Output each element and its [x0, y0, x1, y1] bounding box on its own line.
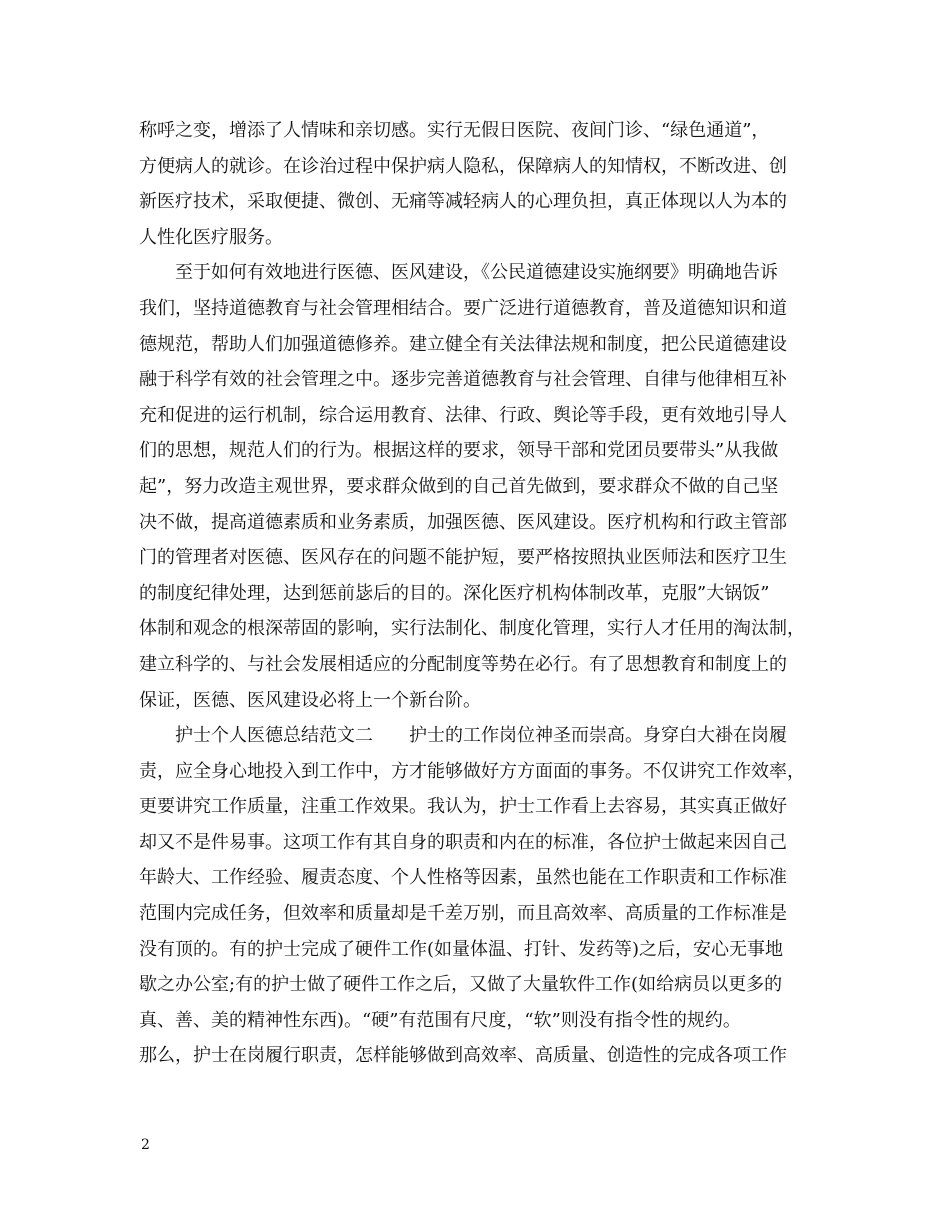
text-line: 护士个人医德总结范文二 护士的工作岗位神圣而崇高。身穿白大褂在岗履 [175, 725, 787, 747]
text-line: 新医疗技术，采取便捷、微创、无痛等减轻病人的心理负担，真正体现以人为本的 [139, 191, 787, 213]
text-line: 年龄大、工作经验、履责态度、个人性格等因素，虽然也能在工作职责和工作标准 [139, 867, 787, 889]
text-line: 建立科学的、与社会发展相适应的分配制度等势在必行。有了思想教育和制度上的 [139, 653, 787, 675]
document-body [139, 113, 811, 1074]
text-line: 决不做，提高道德素质和业务素质，加强医德、医风建设。医疗机构和行政主管部 [139, 511, 787, 533]
text-line: 责，应全身心地投入到工作中，方才能够做好方方面面的事务。不仅讲究工作效率， [139, 760, 805, 782]
text-line: 充和促进的运行机制，综合运用教育、法律、行政、舆论等手段，更有效地引导人 [139, 404, 787, 426]
text-line: 的制度纪律处理，达到惩前毖后的目的。深化医疗机构体制改革，克服”大锅饭” [139, 582, 770, 604]
text-line: 真、善、美的精神性东西)。“硬”有范围有尺度，“软”则没有指令性的规约。 [139, 1009, 741, 1031]
text-line: 德规范，帮助人们加强道德修养。建立健全有关法律法规和制度，把公民道德建设 [139, 333, 787, 355]
text-line: 范围内完成任务，但效率和质量却是千差万别，而且高效率、高质量的工作标准是 [139, 903, 787, 925]
text-line: 融于科学有效的社会管理之中。逐步完善道德教育与社会管理、自律与他律相互补 [139, 369, 787, 391]
text-line: 们的思想，规范人们的行为。根据这样的要求，领导干部和党团员要带头”从我做 [139, 440, 779, 462]
text-line: 至于如何有效地进行医德、医风建设，《公民道德建设实施纲要》明确地告诉 [175, 262, 778, 284]
text-line: 方便病人的就诊。在诊治过程中保护病人隐私，保障病人的知情权，不断改进、创 [139, 155, 787, 177]
text-line: 体制和观念的根深蒂固的影响，实行法制化、制度化管理，实行人才任用的淘汰制， [139, 618, 805, 640]
text-line: 却又不是件易事。这项工作有其自身的职责和内在的标准，各位护士做起来因自己 [139, 831, 787, 853]
text-line: 起”，努力改造主观世界，要求群众做到的自己首先做到，要求群众不做的自己坚 [139, 475, 779, 497]
text-line: 人性化医疗服务。 [139, 226, 283, 248]
text-line: 门的管理者对医德、医风存在的问题不能护短，要严格按照执业医师法和医疗卫生 [139, 547, 787, 569]
page-number: 2 [141, 1137, 150, 1153]
text-line: 歇之办公室;有的护士做了硬件工作之后，又做了大量软件工作(如给病员以更多的 [139, 974, 783, 996]
text-line: 我们，坚持道德教育与社会管理相结合。要广泛进行道德教育，普及道德知识和道 [139, 297, 787, 319]
text-line: 更要讲究工作质量，注重工作效果。我认为，护士工作看上去容易，其实真正做好 [139, 796, 787, 818]
text-line: 保证，医德、医风建设必将上一个新台阶。 [139, 689, 481, 711]
text-line: 那么，护士在岗履行职责，怎样能够做到高效率、高质量、创造性的完成各项工作 [139, 1045, 787, 1067]
paragraph-3 [139, 718, 811, 1074]
paragraph-2 [139, 255, 811, 718]
paragraph-1 [139, 113, 811, 255]
text-line: 没有顶的。有的护士完成了硬件工作(如量体温、打针、发药等)之后，安心无事地 [139, 938, 784, 960]
text-line: 称呼之变，增添了人情味和亲切感。实行无假日医院、夜间门诊、“绿色通道”， [139, 120, 770, 141]
